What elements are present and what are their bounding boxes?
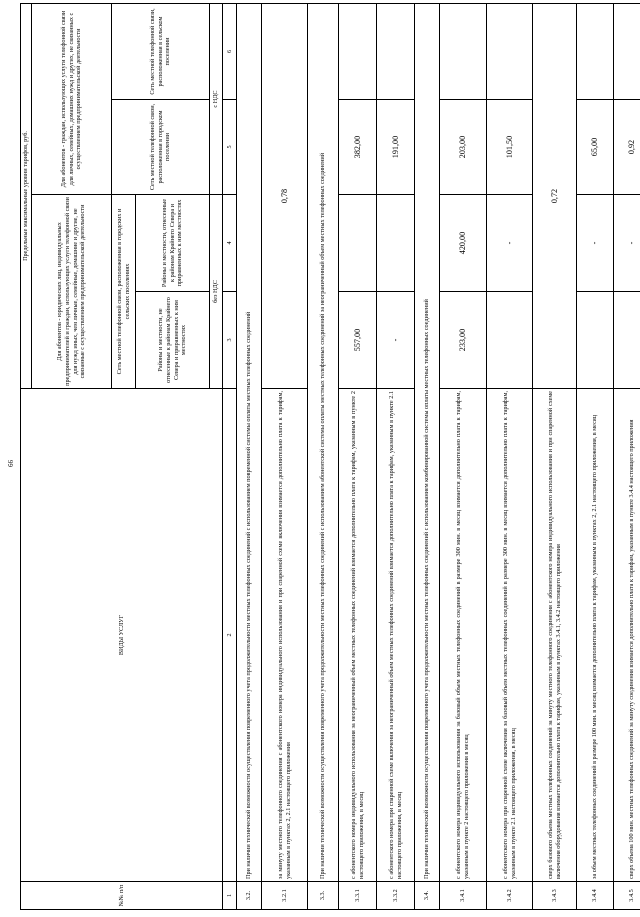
colnum-3: 3 — [223, 292, 237, 389]
tariff-value — [614, 292, 640, 389]
row-number: 3.3.2 — [377, 882, 415, 910]
section-title: При наличии технической возможности осуществления повременного учета продолжительности местных телефонных соединений с использованием абонентской системы оплаты местных телефонных соединений за неограниченный объем местных телефонных соединений — [308, 4, 339, 882]
table-row — [377, 4, 415, 910]
section-title: При наличии технической возможности осуществления повременного учета продолжительности местных телефонных соединений с использованием повременной системы оплаты местных телефонных соединений — [237, 4, 262, 882]
page-number: 66 — [7, 460, 15, 467]
tariff-value — [487, 4, 533, 100]
service-description: сверх базового объема местных телефонных соединений за минуту местного телефонного соединения с абонентского номера индивидуального использования и при спаренной схеме включения оборудования взимается дополнительно плата к тарифам, указанным в пунктах 3.4.1, 3.4.2 настоящего приложения — [533, 389, 577, 882]
row-number: 3.4.3 — [533, 882, 577, 910]
service-description: за объем местных телефонных соединений в размере 100 мин. в месяц взимается дополнительно плата к тарифам, указанным в пунктах 2, 2.1 настоящего приложения, в месяц — [577, 389, 614, 882]
net-urban-rural-header: Сеть местной телефонной связи, расположенная в городских и сельских поселениях — [112, 195, 136, 389]
tariff-value: - — [487, 195, 533, 292]
tariff-value — [339, 4, 377, 100]
col-services-header: ВИДЫ УСЛУГ — [21, 389, 223, 882]
tariff-value: 65,00 — [577, 100, 614, 195]
table-row — [440, 4, 487, 910]
table-row — [577, 4, 614, 910]
tariff-table — [20, 3, 640, 910]
row-number: 3.4.5 — [614, 882, 640, 910]
colnum-5: 5 — [223, 100, 237, 195]
table-row — [262, 4, 308, 910]
column-numbers-row — [223, 4, 237, 910]
tariff-value: 0,72 — [533, 4, 577, 389]
section-row — [237, 4, 262, 910]
with-vat-label: с НДС — [210, 4, 223, 195]
section-title: При наличии технической возможности осуществления повременного учета продолжительности местных телефонных соединений с использованием комбинированной системы оплаты местных телефонных соединений — [415, 4, 440, 882]
tariff-value: 420,00 — [440, 195, 487, 292]
tariff-value — [377, 195, 415, 292]
tariff-value: 557,00 — [339, 292, 377, 389]
net-rural-header: Сеть местной телефонной связи, расположенная в сельском поселении — [112, 4, 210, 100]
row-number: 3.3.1 — [339, 882, 377, 910]
group-legal-header: Для абонентов - юридических лиц, индивидуальных предпринимателей и граждан, использующих услуги телефонной связи для нужд иных, чем личные, семейные, домашние и другие, не связанные с осуществлением предпринимательской деятельности — [32, 195, 112, 389]
row-number: 3.4.2 — [487, 882, 533, 910]
colnum-1: 1 — [223, 882, 237, 910]
section-number: 3.4. — [415, 882, 440, 910]
tariff-value: 0,78 — [262, 4, 308, 389]
service-description: с абонентского номера при спаренной схеме включения за неограниченный объем местных телефонных соединений взимается дополнительно плата к тарифам, указанным в пункте 2.1 настоящего приложения, в месяц — [377, 389, 415, 882]
tariff-value: - — [614, 195, 640, 292]
section-number: 3.3. — [308, 882, 339, 910]
colnum-6: 6 — [223, 4, 237, 100]
tariff-value: 0,92 — [614, 100, 640, 195]
tariff-value: 233,00 — [440, 292, 487, 389]
section-row — [308, 4, 339, 910]
header-row-1 — [21, 4, 32, 910]
table-row — [487, 4, 533, 910]
tariff-value: - — [377, 292, 415, 389]
tariff-value: 191,00 — [377, 100, 415, 195]
colnum-4: 4 — [223, 195, 237, 292]
tariff-value: 382,00 — [339, 100, 377, 195]
service-description: с абонентского номера при спаренной схеме включения за базовый объем местных телефонных соединений в размере 300 мин. в месяц взимается дополнительно плата к тарифам, указанным в пункте 2.1 настоящего приложения, в месяц — [487, 389, 533, 882]
tariff-value: 203,00 — [440, 100, 487, 195]
tariff-value — [577, 292, 614, 389]
colnum-2: 2 — [223, 389, 237, 882]
tariff-value — [377, 4, 415, 100]
service-description: за минуту местного телефонного соединения с абонентского номера индивидуального использования и при спаренной схеме включения взимается дополнительно плата к тарифам, указанным в пунктах 2, 2.1 настоящего приложения — [262, 389, 308, 882]
service-description: сверх объема 100 мин. местных телефонных соединений за минуту соединения взимается дополнительно плата к тарифам, указанным в пункте 3.4.4 настоящего приложения — [614, 389, 640, 882]
tariff-value — [440, 4, 487, 100]
col-number-header: №№ п/п — [21, 882, 223, 910]
row-number: 3.4.1 — [440, 882, 487, 910]
tariff-value — [614, 4, 640, 100]
tariff-value — [339, 195, 377, 292]
table-row — [614, 4, 640, 910]
without-vat-label: без НДС — [210, 195, 223, 389]
group-citizens-header: Для абонентов - граждан, использующих услуги телефонной связи для личных, семейных, домашних нужд и других, не связанных с осуществлением предпринимательской деятельности — [32, 4, 112, 195]
remote-areas-header: Районы и местности, не отнесенные к районам Крайнего Севера и приравненных к ним местностях — [136, 292, 210, 389]
net-urban-header: Сеть местной телефонной связи, расположенная в городском поселении — [112, 100, 210, 195]
service-description: с абонентского номера индивидуального использования за неограниченный объем местных телефонных соединений взимается дополнительно плата к тарифам, указанным в пункте 2 настоящего приложения, в месяц — [339, 389, 377, 882]
tariff-value — [487, 292, 533, 389]
section-number: 3.2. — [237, 882, 262, 910]
row-number: 3.2.1 — [262, 882, 308, 910]
section-row — [415, 4, 440, 910]
tariff-value: - — [577, 195, 614, 292]
tariff-value: 101,50 — [487, 100, 533, 195]
row-number: 3.4.4 — [577, 882, 614, 910]
col-limits-header: Предельные максимальные уровни тарифов, руб. — [21, 4, 32, 389]
north-areas-header: Районы и местности, отнесенные к районам Крайнего Севера и приравненных к ним местностях — [136, 195, 210, 292]
service-description: с абонентского номера индивидуального использования за базовый объем местных телефонных соединений в размере 300 мин. в месяц взимается дополнительно плата к тарифам, указанным в пункте 2 настоящего приложения в месяц — [440, 389, 487, 882]
table-row — [533, 4, 577, 910]
tariff-value — [577, 4, 614, 100]
table-row — [339, 4, 377, 910]
